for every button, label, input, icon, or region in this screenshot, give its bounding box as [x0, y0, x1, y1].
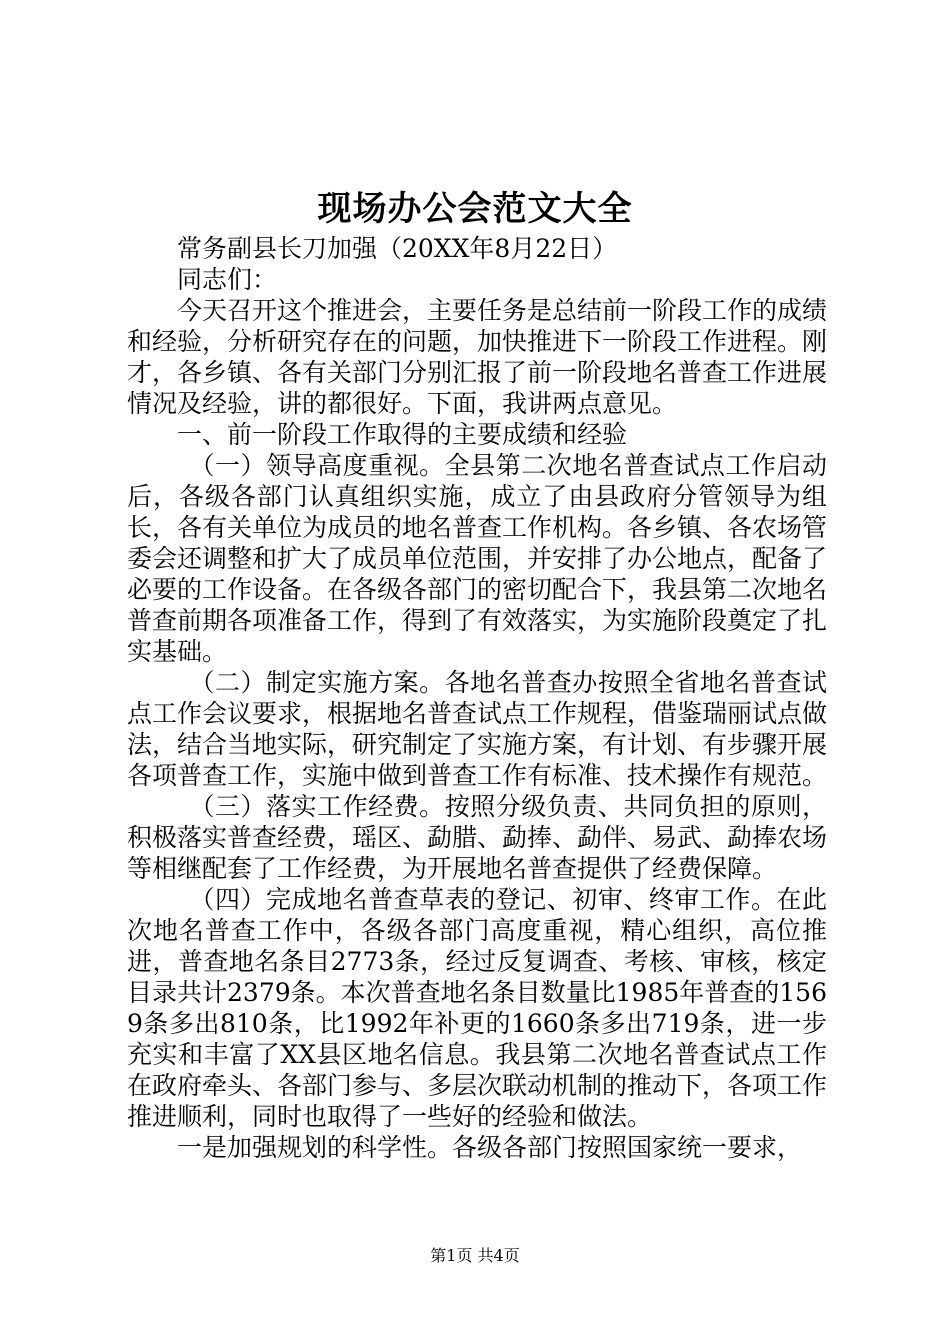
paragraph-item-4: （四）完成地名普查草表的登记、初审、终审工作。在此次地名普查工作中，各级各部门高度重视，精心组织，高位推进，普查地名条目2773条，经过反复调查、考核、审核，核定目录共计2379条。本次普查地名条目数量比1985年普查的1569条多出810条，比1992年补更的1660条多出719条，进一步充实和丰富了XX县区地名信息。我县第二次地名普查试点工作在政府牵头、各部门参与、多层次联动机制的推动下，各项工作推进顺利，同时也取得了一些好的经验和做法。 — [127, 885, 828, 1131]
page-footer: 第1页 共4页 — [430, 1246, 520, 1265]
paragraph-intro: 今天召开这个推进会，主要任务是总结前一阶段工作的成绩和经验，分析研究存在的问题，加快推进下一阶段工作进程。刚才，各乡镇、各有关部门分别汇报了前一阶段地名普查工作进展情况及经验，讲的都很好。下面，我讲两点意见。 — [127, 296, 828, 418]
document-title: 现场办公会范文大全 — [317, 189, 633, 229]
salutation: 同志们： — [177, 265, 278, 294]
speaker-line: 常务副县长刀加强（20XX年8月22日） — [177, 234, 618, 263]
paragraph-item-1: （一）领导高度重视。全县第二次地名普查试点工作启动后，各级各部门认真组织实施，成立了由县政府分管领导为组长，各有关单位为成员的地名普查工作机构。各乡镇、各农场管委会还调整和扩大了成员单位范围，并安排了办公地点，配备了必要的工作设备。在各级各部门的密切配合下，我县第二次地名普查前期各项准备工作，得到了有效落实，为实施阶段奠定了扎实基础。 — [127, 451, 828, 666]
document-body — [127, 233, 827, 1163]
paragraph-item-2: （二）制定实施方案。各地名普查办按照全省地名普查试点工作会议要求，根据地名普查试点工作规程，借鉴瑞丽试点做法，结合当地实际，研究制定了实施方案，有计划、有步骤开展各项普查工作，实施中做到普查工作有标准、技术操作有规范。 — [127, 668, 828, 790]
section-heading-1: 一、前一阶段工作取得的主要成绩和经验 — [177, 420, 628, 449]
paragraph-item-3: （三）落实工作经费。按照分级负责、共同负担的原则，积极落实普查经费，瑶区、勐腊、勐捧、勐伴、易武、勐捧农场等相继配套了工作经费，为开展地名普查提供了经费保障。 — [127, 792, 828, 883]
paragraph-point-1: 一是加强规划的科学性。各级各部门按照国家统一要求， — [177, 1133, 803, 1162]
